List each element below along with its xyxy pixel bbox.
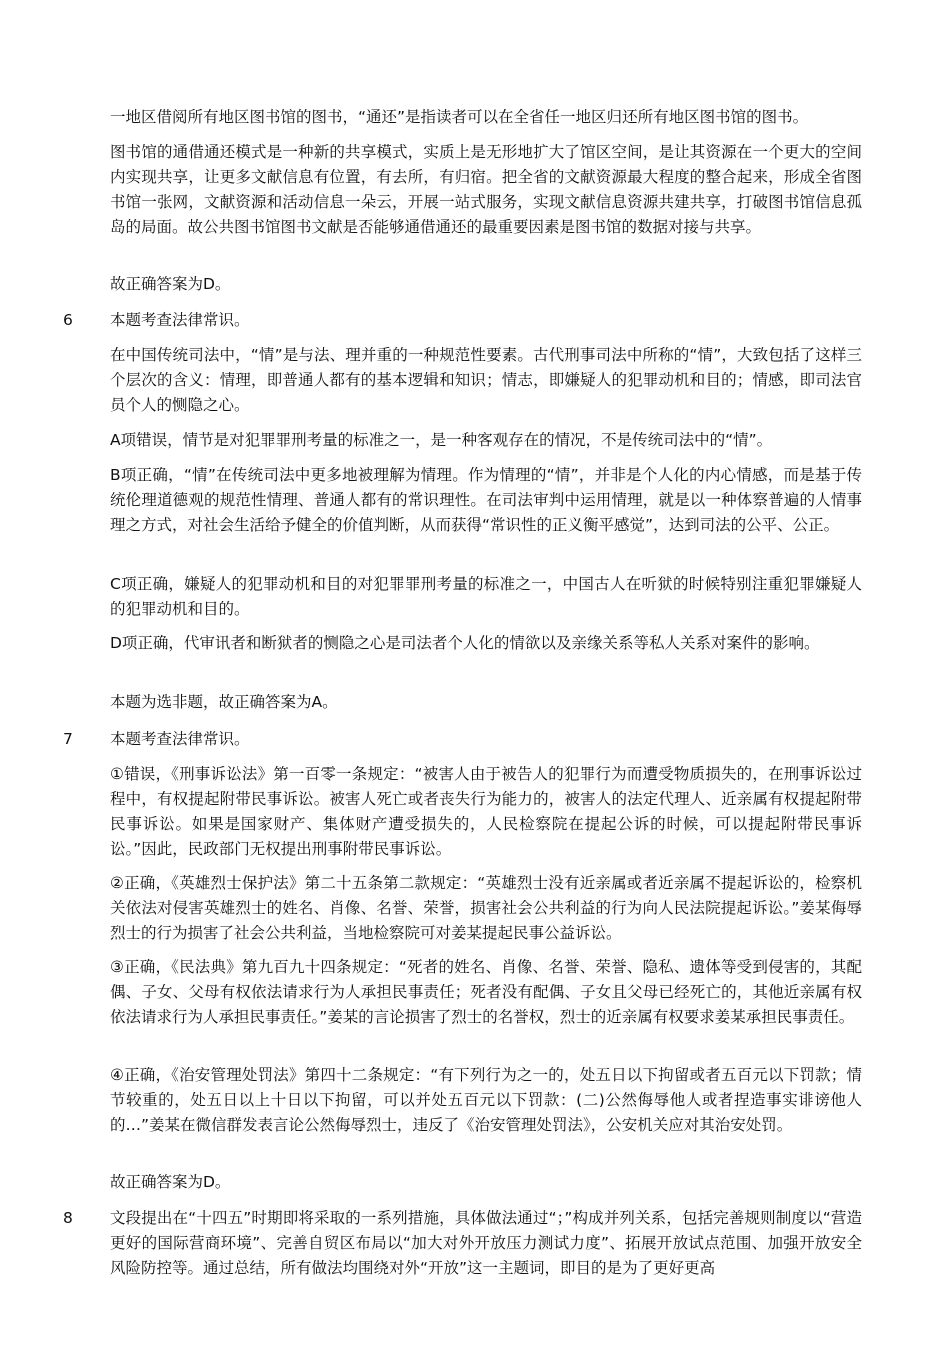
paragraph: B项正确，“情”在传统司法中更多地被理解为情理。作为情理的“情”，并非是个人化的内心情感，而是基于传统伦理道德观的规范性情理、普通人都有的常识理性。在司法审判中运用情理，就是以一种体察普遍的人情事理之方式，对社会生活给予健全的价值判断，从而获得“常识性的正义衡平感觉”，达到司法的公平、公正。 xyxy=(110,466,862,534)
paragraph: ③正确，《民法典》第九百九十四条规定：“死者的姓名、肖像、名誉、荣誉、隐私、遗体等受到侵害的，其配偶、子女、父母有权依法请求行为人承担民事责任；死者没有配偶、子女且父母已经死亡的，其他近亲属有权依法请求行为人承担民事责任。”姜某的言论损害了烈士的名誉权，烈士的近亲属有权要求姜某承担民事责任。 xyxy=(110,958,862,1026)
paragraph: 本题考查法律常识。 xyxy=(110,311,250,329)
paragraph: 故正确答案为D。 xyxy=(110,1173,231,1191)
question-number: 8 xyxy=(63,1209,73,1227)
paragraph: ②正确，《英雄烈士保护法》第二十五条第二款规定：“英雄烈士没有近亲属或者近亲属不提起诉讼的，检察机关依法对侵害英雄烈士的姓名、肖像、名誉、荣誉，损害社会公共利益的行为向人民法院提起诉讼。”姜某侮辱烈士的行为损害了社会公共利益，当地检察院可对姜某提起民事公益诉讼。 xyxy=(110,874,862,942)
paragraph: ①错误，《刑事诉讼法》第一百零一条规定：“被害人由于被告人的犯罪行为而遭受物质损失的，在刑事诉讼过程中，有权提起附带民事诉讼。被害人死亡或者丧失行为能力的，被害人的法定代理人、近亲属有权提起附带民事诉讼。如果是国家财产、集体财产遭受损失的，人民检察院在提起公诉的时候，可以提起附带民事诉讼。”因此，民政部门无权提出刑事附带民事诉讼。 xyxy=(110,765,862,858)
question-number: 7 xyxy=(63,730,73,748)
question-number: 6 xyxy=(63,311,73,329)
paragraph: 文段提出在“十四五”时期即将采取的一系列措施，具体做法通过“；”构成并列关系，包括完善规则制度以“营造更好的国际营商环境”、完善自贸区布局以“加大对外开放压力测试力度”、拓展开放试点范围、加强开放安全风险防控等。通过总结，所有做法均围绕对外“开放”这一主题词，即目的是为了更好更高 xyxy=(110,1209,862,1277)
paragraph: 在中国传统司法中，“情”是与法、理并重的一种规范性要素。古代刑事司法中所称的“情”，大致包括了这样三个层次的含义：情理，即普通人都有的基本逻辑和知识；情志，即嫌疑人的犯罪动机和目的；情感，即司法官员个人的恻隐之心。 xyxy=(110,346,862,414)
paragraph: C项正确，嫌疑人的犯罪动机和目的对犯罪罪刑考量的标准之一，中国古人在听狱的时候特别注重犯罪嫌疑人的犯罪动机和目的。 xyxy=(110,575,862,618)
paragraph: 图书馆的通借通还模式是一种新的共享模式，实质上是无形地扩大了馆区空间，是让其资源在一个更大的空间内实现共享，让更多文献信息有位置，有去所，有归宿。把全省的文献资源最大程度的整合起来，形成全省图书馆一张网，文献资源和活动信息一朵云，开展一站式服务，实现文献信息资源共建共享，打破图书馆信息孤岛的局面。故公共图书馆图书文献是否能够通借通还的最重要因素是图书馆的数据对接与共享。 xyxy=(110,143,862,236)
paragraph: 一地区借阅所有地区图书馆的图书，“通还”是指读者可以在全省任一地区归还所有地区图书馆的图书。 xyxy=(110,108,809,126)
paragraph: 故正确答案为D。 xyxy=(110,275,231,293)
paragraph: 本题考查法律常识。 xyxy=(110,730,250,748)
paragraph: ④正确，《治安管理处罚法》第四十二条规定：“有下列行为之一的，处五日以下拘留或者五百元以下罚款；情节较重的，处五日以上十日以下拘留，可以并处五百元以下罚款：(二)公然侮辱他人或者捏造事实诽谤他人的…”姜某在微信群发表言论公然侮辱烈士，违反了《治安管理处罚法》，公安机关应对其治安处罚。 xyxy=(110,1066,862,1134)
paragraph: A项错误，情节是对犯罪罪刑考量的标准之一，是一种客观存在的情况，不是传统司法中的“情”。 xyxy=(110,431,773,449)
paragraph: 本题为选非题，故正确答案为A。 xyxy=(110,693,338,711)
paragraph: D项正确，代审讯者和断狱者的恻隐之心是司法者个人化的情欲以及亲缘关系等私人关系对案件的影响。 xyxy=(110,634,820,652)
